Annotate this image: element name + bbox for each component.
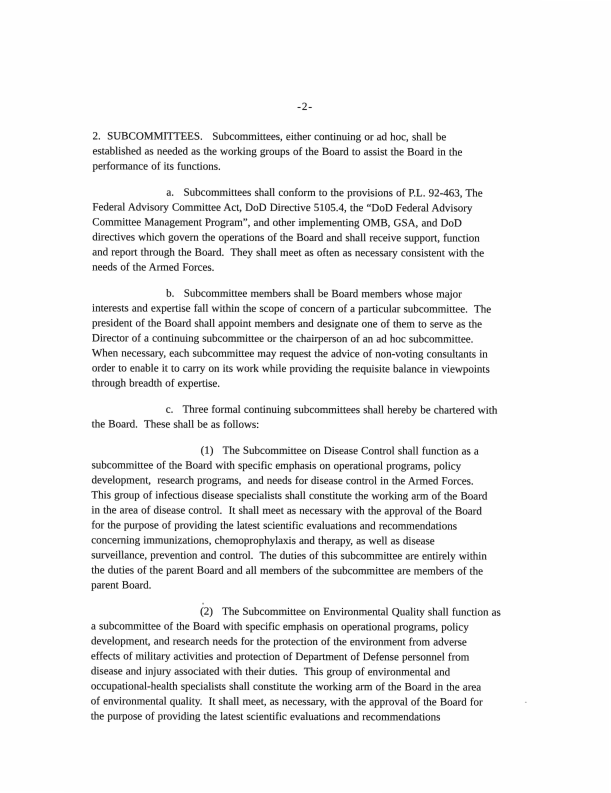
scan-speck <box>525 702 527 703</box>
page-number: -2- <box>297 100 314 114</box>
paragraph-item-c-1-disease-control: (1) The Subcommittee on Disease Control shall function as a subcommittee of the Board with specific emphasis on operational programs, policy development, research programs, and needs for disease control in the Armed Forces. This group of infectious disease specialists shall constitute the working arm of the Board in the area of disease control. It shall meet as necessary with the approval of the Board for the purpose of providing the latest scientific evaluations and recommendations concerning immunizations, chemoprophylaxis and therapy, as well as disease surveillance, prevention and control. The duties of this subcommittee are entirely within the duties of the parent Board and all members of the subcommittee are members of the parent Board. <box>91 444 488 592</box>
document-body <box>91 129 555 725</box>
scan-speck <box>202 603 204 605</box>
paragraph-section-2-subcommittees: 2. SUBCOMMITTEES. Subcommittees, either continuing or ad hoc, shall be established as needed as the working groups of the Board to assist the Board in the performance of its functions. <box>92 130 463 173</box>
paragraph-item-c: c. Three formal continuing subcommittees shall hereby be chartered with the Board. These shall be as follows: <box>91 403 498 431</box>
paragraph-item-c-2-environmental-quality: (2) The Subcommittee on Environmental Quality shall function as a subcommittee of the Board with specific emphasis on operational programs, policy development, and research needs for the protection of the environment from adverse effects of military activities and protection of Department of Defense personnel from disease and injury associated with their duties. This group of environmental and occupational-health specialists shall constitute the working arm of the Board in the area of environmental quality. It shall meet, as necessary, with the approval of the Board for the purpose of providing the latest scientific evaluations and recommendations <box>90 605 501 724</box>
paragraph-item-a: a. Subcommittees shall conform to the provisions of P.L. 92-463, The Federal Advisory Committee Act, DoD Directive 5105.4, the “DoD Federal Advisory Committee Management Program”, and other implementing OMB, GSA, and DoD directives which govern the operations of the Board and shall receive support, function and report through the Board. They shall meet as often as necessary consistent with the needs of the Armed Forces. <box>92 186 485 274</box>
paragraph-item-b: b. Subcommittee members shall be Board members whose major interests and expertise fall within the scope of concern of a particular subcommittee. The president of the Board shall appoint members and designate one of them to serve as the Director of a continuing subcommittee or the chairperson of an ad hoc subcommittee. When necessary, each subcommittee may request the advice of non-voting consultants in order to enable it to carry on its work while providing the requisite balance in viewpoints through breadth of expertise. <box>91 287 492 390</box>
